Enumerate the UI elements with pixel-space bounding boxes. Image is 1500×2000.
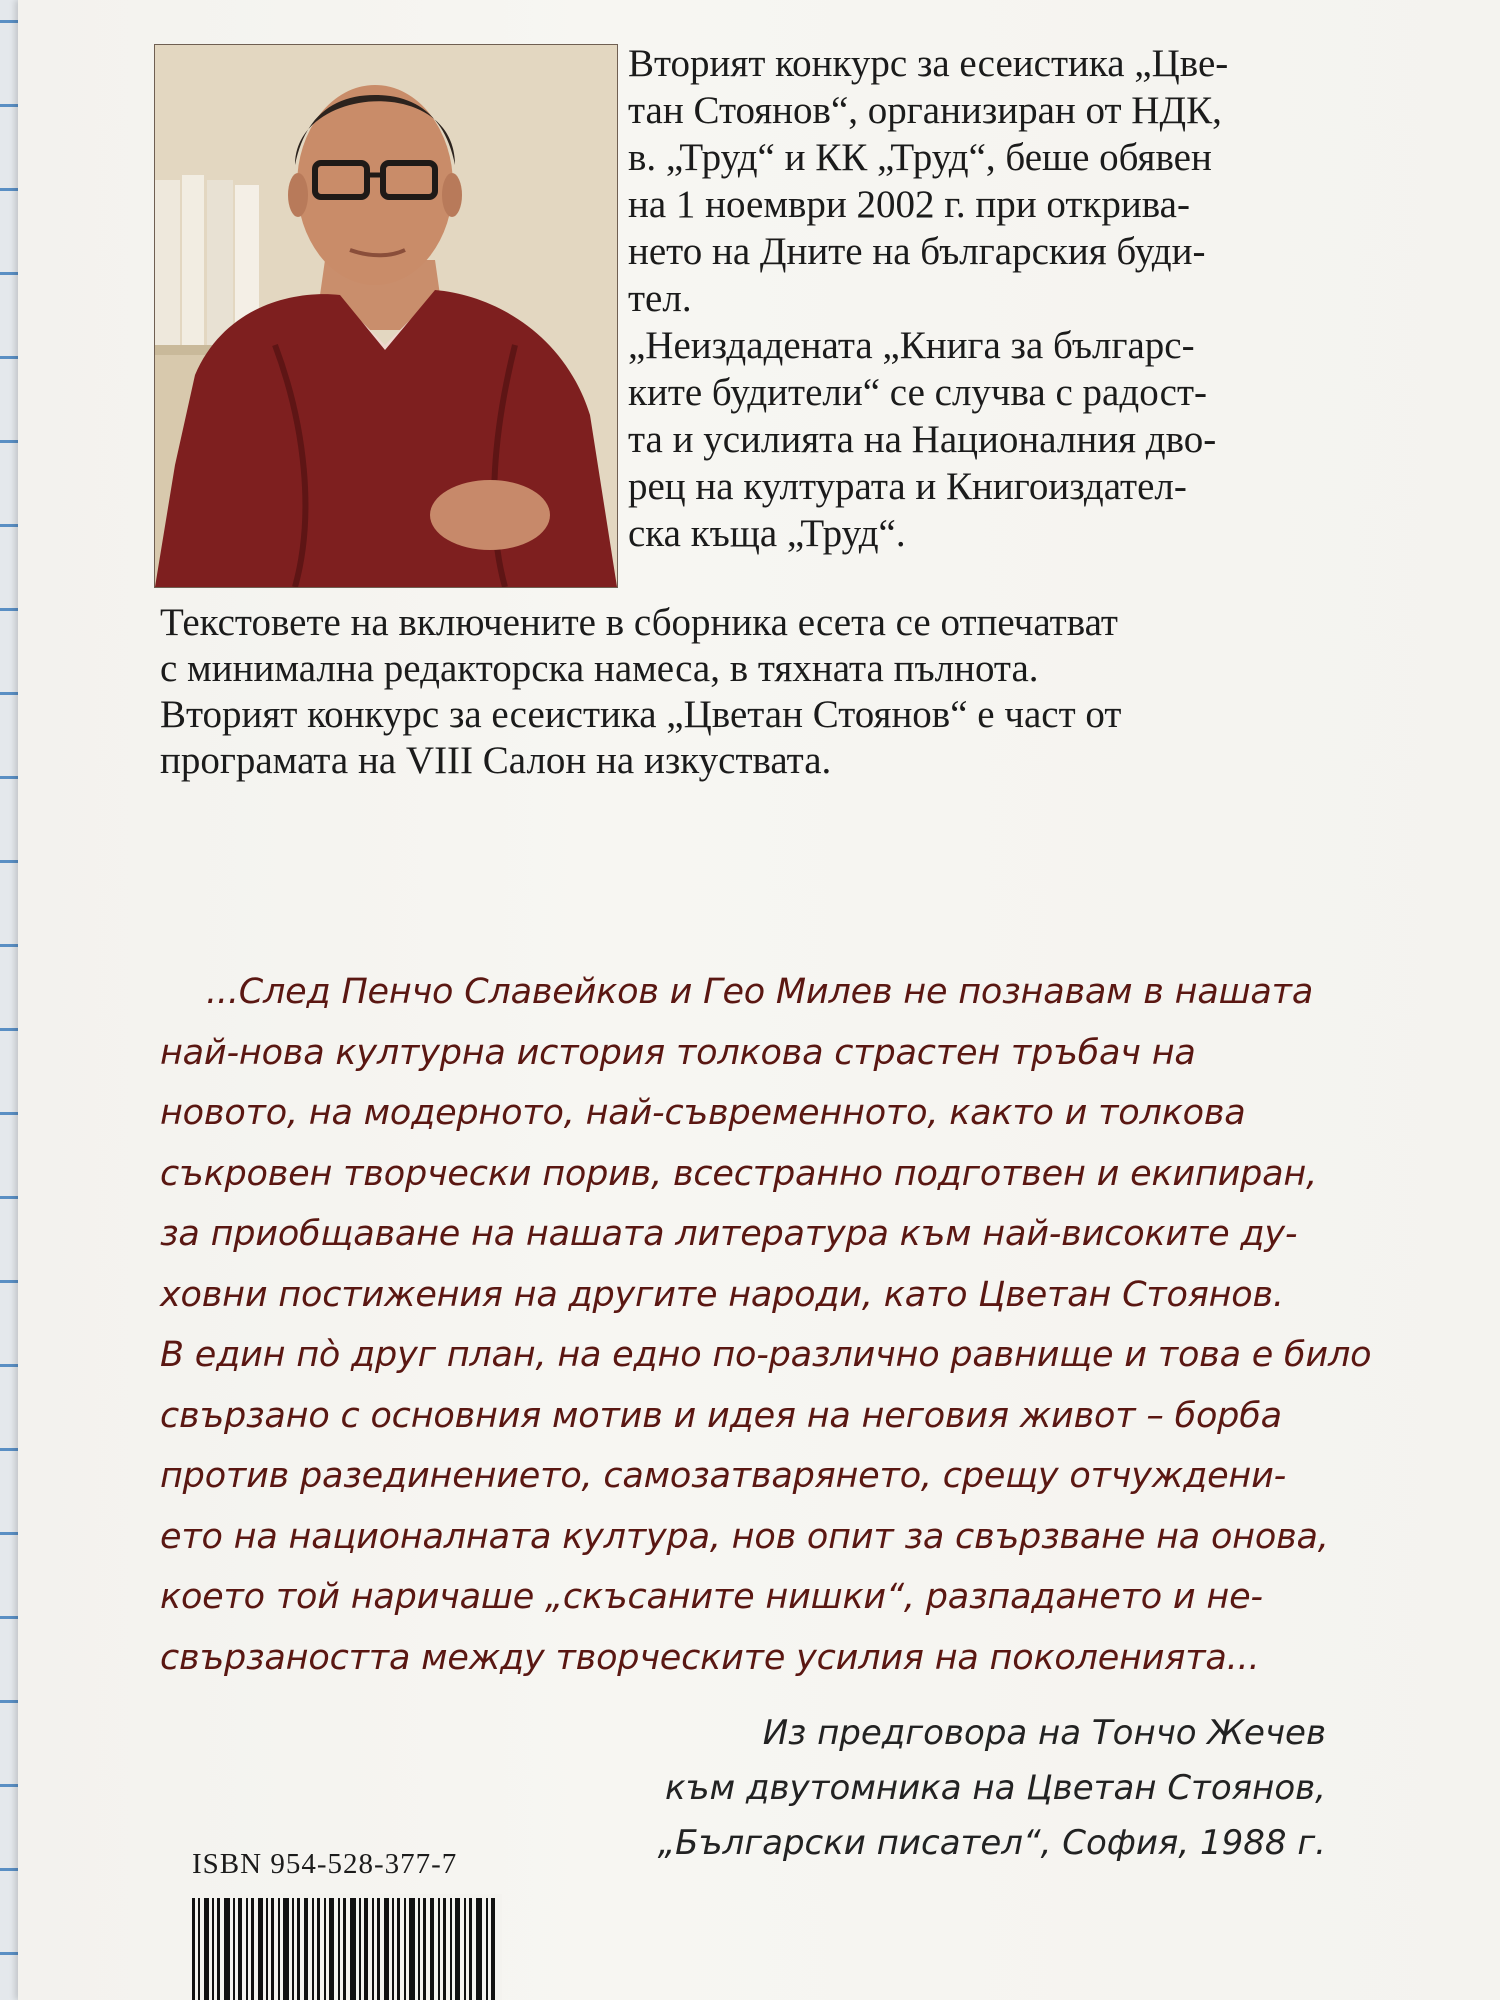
text-line: нето на Дните на българския буди- xyxy=(628,230,1206,273)
quote-source xyxy=(560,1706,1326,1871)
text-line: програмата на VIII Салон на изкуствата. xyxy=(160,739,832,782)
intro-paragraph xyxy=(628,40,1358,557)
quote-line: ховни постижения на другите народи, като Цветан Стоянов. xyxy=(160,1274,1284,1315)
text-line: на 1 ноември 2002 г. при открива- xyxy=(628,183,1190,226)
source-line: „Български писател“, София, 1988 г. xyxy=(657,1823,1326,1863)
barcode xyxy=(192,1890,502,2000)
full-width-paragraph xyxy=(160,600,1360,784)
text-line: Вторият конкурс за есеистика „Цветан Стоянов“ е част от xyxy=(160,693,1122,736)
text-line: Текстовете на включените в сборника есета се отпечатват xyxy=(160,601,1118,644)
text-line: в. „Труд“ и КК „Труд“, беше обявен xyxy=(628,136,1212,179)
quote-line: съкровен творчески порив, всестранно подготвен и екипиран, xyxy=(160,1153,1318,1194)
quote-line: което той наричаше „скъсаните нишки“, разпадането и не- xyxy=(160,1577,1263,1617)
source-line: Из предговора на Тончо Жечев xyxy=(762,1713,1326,1753)
quote-line: свързаността между творческите усилия на поколенията... xyxy=(160,1637,1260,1678)
quote-line: свързано с основния мотив и идея на неговия живот – борба xyxy=(160,1395,1282,1436)
quote-block xyxy=(160,962,1372,1688)
quote-line: новото, на модерното, най-съвременното, както и толкова xyxy=(160,1093,1246,1133)
text-line: „Неиздадената „Книга за българс- xyxy=(628,324,1195,367)
text-line: Вторият конкурс за есеистика „Цве- xyxy=(628,42,1229,85)
text-line: с минимална редакторска намеса, в тяхната пълнота. xyxy=(160,647,1039,690)
quote-line: В един пò друг план, на едно по-различно равнище и това е било xyxy=(160,1335,1372,1375)
quote-line: ...След Пенчо Славейков и Гео Милев не познавам в нашата xyxy=(206,972,1314,1012)
source-line: към двутомника на Цветан Стоянов, xyxy=(664,1768,1326,1808)
quote-line: за приобщаване на нашата литература към най-високите ду- xyxy=(160,1214,1298,1254)
text-line: ска къща „Труд“. xyxy=(628,512,906,555)
text-line: рец на културата и Книгоиздател- xyxy=(628,465,1187,508)
author-portrait xyxy=(154,44,618,588)
text-line: ките будители“ се случва с радост- xyxy=(628,371,1208,414)
text-line: тан Стоянов“, организиран от НДК, xyxy=(628,89,1222,132)
quote-line: най-нова културна история толкова страстен тръбач на xyxy=(160,1032,1196,1073)
isbn-number: ISBN 954-528-377-7 xyxy=(192,1848,458,1880)
text-line: тел. xyxy=(628,277,692,320)
quote-line: против разединението, самозатварянето, срещу отчуждени- xyxy=(160,1456,1287,1496)
quote-line: ето на националната култура, нов опит за свързване на онова, xyxy=(160,1516,1329,1557)
text-line: та и усилията на Националния дво- xyxy=(628,418,1217,461)
